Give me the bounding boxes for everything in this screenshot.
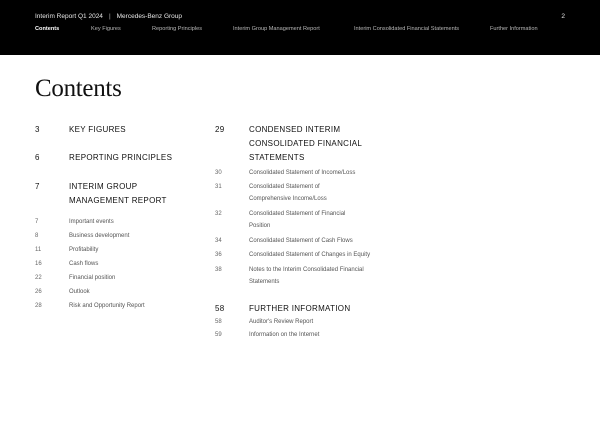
toc-page-number: 31 [215,184,222,190]
toc-item-label: Important events [69,219,114,225]
toc-page-number: 22 [35,275,42,281]
toc-item[interactable] [35,244,205,256]
toc-item[interactable] [35,300,205,312]
toc-page-number: 58 [215,304,225,313]
toc-item[interactable] [35,272,205,284]
toc-section-label: FURTHER INFORMATION [249,304,351,313]
page-number: 2 [561,13,565,20]
toc-item-label: Consolidated Statement of Changes in Equity [249,252,371,258]
page-title: Contents [35,75,122,102]
toc-financial-statements[interactable] [215,123,415,165]
toc-page-number: 7 [35,219,39,225]
toc-item[interactable] [35,258,205,270]
toc-item-label: Consolidated Statement of Income/Loss [249,170,356,176]
toc-item-label: Consolidated Statement of Cash Flows [249,238,353,244]
toc-item[interactable] [35,230,205,242]
toc-item-label: Risk and Opportunity Report [69,303,145,309]
toc-item[interactable] [215,235,415,247]
toc-left-column [35,123,205,312]
toc-page-number: 6 [35,153,40,162]
toc-page-number: 36 [215,252,222,258]
nav-key-figures[interactable]: Key Figures [91,26,121,32]
toc-page-number: 30 [215,170,222,176]
report-title: Interim Report Q1 2024 [35,13,103,20]
toc-item[interactable] [215,181,415,205]
toc-further-information[interactable] [215,302,415,316]
toc-financial-subitems [215,167,415,288]
toc-item[interactable] [35,286,205,298]
toc-item[interactable] [215,167,415,179]
toc-item[interactable] [215,264,415,288]
toc-page-number: 34 [215,238,222,244]
toc-page-number: 26 [35,289,42,295]
toc-item[interactable] [35,216,205,228]
toc-management-subitems [35,216,205,312]
report-identity [35,13,182,20]
toc-page-number: 28 [35,303,42,309]
nav-contents[interactable]: Contents [35,26,60,32]
toc-item[interactable] [215,316,415,328]
nav-management-report[interactable]: Interim Group Management Report [233,26,320,32]
nav-further-information[interactable]: Further Information [490,26,538,32]
toc-section-label: CONDENSED INTERIM CONSOLIDATED FINANCIAL STATEMENTS [249,125,362,162]
header-separator: | [108,13,111,20]
nav-financial-statements[interactable]: Interim Consolidated Financial Statements [354,26,460,32]
toc-item-label: Information on the Internet [249,332,320,338]
toc-page-number: 16 [35,261,42,267]
toc-item-label: Outlook [69,289,90,295]
toc-item-label: Auditor's Review Report [249,319,314,325]
toc-item-label: Financial position [69,275,116,281]
toc-page-number: 8 [35,233,39,239]
toc-management-report[interactable] [35,180,205,208]
toc-page-number: 59 [215,332,222,338]
toc-page-number: 32 [215,211,222,217]
nav-reporting-principles[interactable]: Reporting Principles [152,26,203,32]
toc-section-label: REPORTING PRINCIPLES [69,153,173,162]
toc-page-number: 29 [215,125,225,134]
toc-page-number: 38 [215,267,222,273]
toc-reporting-principles[interactable] [35,151,205,165]
toc-page-number: 58 [215,319,222,325]
toc-item-label: Cash flows [69,261,99,267]
toc-section-label: KEY FIGURES [69,125,126,134]
toc-item[interactable] [215,329,415,341]
toc-right-column [215,123,415,341]
toc-item-label: Consolidated Statement of Financial Position [249,211,346,229]
toc-key-figures[interactable] [35,123,205,137]
toc-section-label: INTERIM GROUP MANAGEMENT REPORT [69,182,167,205]
toc-item-label: Business development [69,233,130,239]
toc-item-label: Profitability [69,247,99,253]
toc-item-label: Notes to the Interim Consolidated Financial Statements [249,267,364,285]
toc-page-number: 7 [35,182,40,191]
toc-page-number: 11 [35,247,42,253]
toc-item[interactable] [215,208,415,232]
toc-item-label: Consolidated Statement of Comprehensive Income/Loss [249,184,327,202]
toc-page-number: 3 [35,125,40,134]
toc-further-subitems [215,316,415,341]
section-nav [35,26,538,32]
company-name: Mercedes-Benz Group [116,13,183,20]
report-header [0,0,600,55]
toc-item[interactable] [215,249,415,261]
